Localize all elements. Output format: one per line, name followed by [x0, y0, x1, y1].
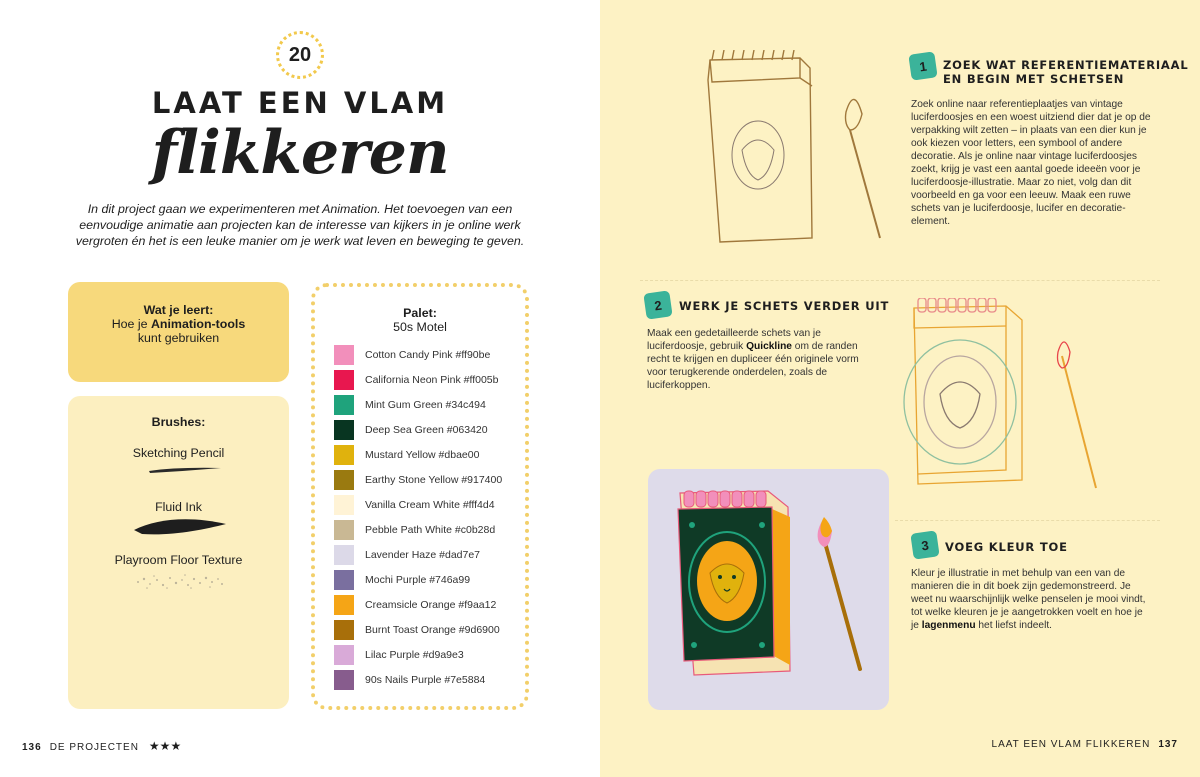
difficulty-stars: ★★★ [148, 739, 182, 753]
learn-line-1 [68, 317, 289, 331]
footer-section-left: DE PROJECTEN [49, 742, 139, 753]
color-hex: #dbae00 [438, 449, 480, 461]
step-3-body [911, 567, 1149, 632]
color-swatch [334, 545, 354, 565]
color-swatch [334, 470, 354, 490]
palette-color-row [334, 370, 498, 390]
color-label [365, 474, 502, 486]
palette-color-row [334, 570, 470, 590]
learn-box [68, 282, 289, 382]
color-hex: #f9aa12 [458, 599, 497, 611]
color-name: Earthy Stone Yellow [365, 474, 459, 486]
color-label [365, 674, 485, 686]
color-label [365, 624, 500, 636]
step-1-body: Zoek online naar referentieplaatjes van vintage luciferdoosjes en een woest uitziend dier dat je op de verpakking wilt zetten – in plaats van een dier kun je ook kiezen voor letters, een symbool of andere decoratie. Als je online naar vintage luciferdoosjes zoekt, krijg je vast een aantal goede ideeën voor je luciferdoosje-illustratie. Maar zo niet, volg dan dit voorbeeld en ga voor een leeuw. Maak een ruwe schets van je luciferdoosje, lucifer en decoratie-element. [911, 99, 1151, 227]
color-hex: #063420 [446, 424, 488, 436]
color-name: Pebble Path White [365, 524, 452, 536]
step-1-badge [908, 51, 937, 80]
step-3-number: 3 [920, 537, 930, 553]
learn-line-1-bold: Animation-tools [150, 317, 246, 331]
color-label [365, 524, 495, 536]
color-hex: #34c494 [445, 399, 486, 411]
color-hex: #9d6900 [458, 624, 500, 636]
color-swatch [334, 445, 354, 465]
color-label [365, 574, 470, 586]
brush-name-sketching-pencil: Sketching Pencil [132, 446, 225, 460]
step-3-body-after: het liefst indeelt. [975, 620, 1052, 631]
color-hex: #dad7e7 [439, 549, 481, 561]
color-label [365, 549, 480, 561]
color-name: Mint Gum Green [365, 399, 443, 411]
project-number-badge [276, 31, 324, 79]
color-hex: #917400 [461, 474, 503, 486]
divider-1 [640, 280, 1160, 281]
color-name: Burnt Toast Orange [365, 624, 456, 636]
color-hex: #c0b28d [454, 524, 496, 536]
sketching-pencil-stroke [146, 464, 224, 476]
intro-paragraph: In dit project gaan we experimenteren met Animation. Het toevoegen van een eenvoudige animatie aan projecten kan de interesse van kijkers in je online werk vergroten én het is een leuke manier om je werk wat leven en beweging te geven. [75, 202, 525, 248]
step-3-body-bold: lagenmenu [921, 620, 976, 631]
palette-color-row [334, 445, 479, 465]
palette-color-row [334, 520, 495, 540]
brush-name-fluid-ink: Fluid Ink [155, 500, 202, 514]
palette-header [315, 306, 525, 334]
title-line-2: flikkeren [151, 118, 449, 188]
color-hex: #7e5884 [444, 674, 486, 686]
palette-name: 50s Motel [393, 320, 447, 334]
color-name: California Neon Pink [365, 374, 461, 386]
color-label [365, 349, 490, 361]
step-2-number: 2 [653, 297, 663, 313]
color-label [365, 424, 488, 436]
step-2-title [679, 299, 889, 313]
project-number: 20 [288, 43, 312, 66]
color-swatch [334, 670, 354, 690]
step-3-title-line-1: VOEG KLEUR TOE [945, 540, 1068, 554]
matchbox-rough-sketch [700, 50, 900, 250]
color-swatch [334, 395, 354, 415]
step-3-title [945, 540, 1068, 554]
color-label [365, 449, 479, 461]
palette-color-row [334, 595, 496, 615]
step-3-body-before: Kleur je illustratie in met behulp van een van de manieren die in dit boek zijn gedemonstreerd. Je weet nu waarschijnlijk welke penselen je mooi vindt, tot welke kleuren je je aangetrokken voelt en hoe je je [911, 568, 1146, 631]
color-name: Lilac Purple [365, 649, 420, 661]
brush-name-playroom-floor-texture: Playroom Floor Texture [114, 553, 243, 567]
step-3-badge [910, 530, 939, 559]
palette-color-row [334, 420, 488, 440]
color-name: Cotton Candy Pink [365, 349, 453, 361]
fluid-ink-stroke [132, 514, 228, 540]
step-1-title [943, 58, 1188, 86]
color-hex: #fff4d4 [462, 499, 495, 511]
step-2-title-line-1: WERK JE SCHETS VERDER UIT [679, 299, 890, 313]
palette-heading: Palet: [403, 306, 437, 320]
color-name: Vanilla Cream White [365, 499, 460, 511]
palette-color-row [334, 345, 490, 365]
palette-color-row [334, 495, 495, 515]
step-2-badge [643, 290, 672, 319]
color-swatch [334, 645, 354, 665]
palette-color-row [334, 670, 485, 690]
color-hex: #746a99 [429, 574, 471, 586]
page-number-left: 136 [22, 742, 42, 753]
step-2-body-before: Maak een gedetailleerde schets van je luciferdoosje, gebruik [647, 328, 821, 352]
color-name: Lavender Haze [365, 549, 437, 561]
color-hex: #d9a9e3 [422, 649, 464, 661]
palette-color-row [334, 620, 500, 640]
color-label [365, 649, 464, 661]
color-name: 90s Nails Purple [365, 674, 442, 686]
matchbox-refined-sketch [900, 298, 1100, 498]
colored-matchbox-illustration [648, 469, 889, 710]
step-2-body-bold: Quickline [746, 341, 792, 352]
title-line-1: LAAT EEN VLAM [151, 86, 449, 120]
learn-heading: Wat je leert: [143, 303, 214, 317]
color-swatch [334, 420, 354, 440]
color-label [365, 399, 486, 411]
color-name: Creamsicle Orange [365, 599, 456, 611]
brushes-box [68, 396, 289, 709]
palette-color-row [334, 645, 464, 665]
palette-color-row [334, 395, 486, 415]
color-label [365, 374, 498, 386]
footer-section-right: LAAT EEN VLAM FLIKKEREN [991, 739, 1151, 750]
brushes-heading: Brushes: [151, 415, 206, 429]
learn-line-1-prefix: Hoe je [111, 317, 151, 331]
palette-color-row [334, 545, 480, 565]
color-label [365, 499, 495, 511]
color-swatch [334, 370, 354, 390]
step-2-body [647, 327, 859, 392]
step-2-body-after: om de randen recht te krijgen en dupliceer één originele vorm voor terugkerende onderdelen, zoals de luciferkoppen. [647, 341, 859, 391]
color-swatch [334, 570, 354, 590]
color-hex: #ff90be [455, 349, 491, 361]
color-name: Mochi Purple [365, 574, 427, 586]
step-1-title-line-1: ZOEK WAT REFERENTIEMATERIAAL [943, 58, 1189, 72]
step-1-number: 1 [918, 58, 928, 74]
color-swatch [334, 520, 354, 540]
color-swatch [334, 345, 354, 365]
step-1-title-line-2: EN BEGIN MET SCHETSEN [943, 72, 1125, 86]
footer-left [22, 739, 181, 753]
color-swatch [334, 495, 354, 515]
palette-color-row [334, 470, 502, 490]
color-swatch [334, 620, 354, 640]
color-name: Deep Sea Green [365, 424, 444, 436]
palette-box [311, 283, 529, 710]
divider-2 [895, 520, 1160, 521]
color-hex: #ff005b [463, 374, 499, 386]
color-label [365, 599, 496, 611]
footer-right [992, 739, 1178, 750]
learn-line-2: kunt gebruiken [137, 331, 220, 345]
page-number-right: 137 [1158, 739, 1178, 750]
playroom-floor-texture-stroke [130, 570, 230, 592]
color-name: Mustard Yellow [365, 449, 436, 461]
color-swatch [334, 595, 354, 615]
